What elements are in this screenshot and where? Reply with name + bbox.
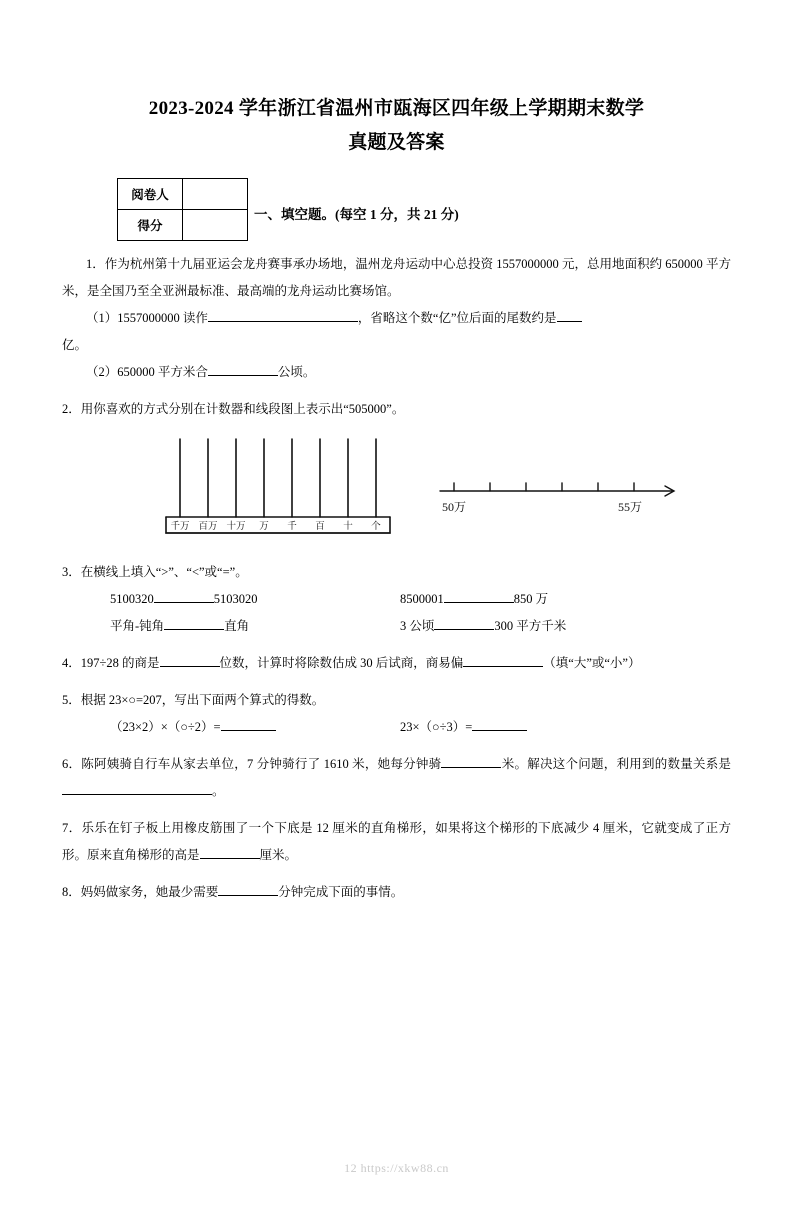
question-1-sub1-cont: 亿。 [62,338,88,352]
answer-blank[interactable] [154,589,214,603]
q6-part-c: 。 [212,784,225,798]
answer-blank[interactable] [62,781,212,795]
q3-item-2-right: 850 万 [513,592,549,606]
question-7-text [62,815,731,869]
answer-blank[interactable] [472,717,527,731]
answer-blank[interactable] [463,653,543,667]
q3-item-1 [110,586,400,613]
q1-sub2-part-a: （2）650000 平方米合 [86,365,208,379]
q1-sub1-part-a: （1）1557000000 读作 [86,311,208,325]
page-title-line1: 2023-2024 学年浙江省温州市瓯海区四年级上学期期末数学 [148,98,645,119]
question-2-figures [62,429,731,549]
q3-item-1-left: 5100320 [110,592,154,606]
answer-blank[interactable] [441,754,501,768]
question-1-sub2 [86,359,731,386]
q6-part-a: 6．陈阿姨骑自行车从家去单位，7 分钟骑行了 1610 米，她每分钟骑 [62,757,442,771]
q3-item-4-left: 3 公顷 [400,619,435,633]
q3-item-2-left: 8500001 [400,592,444,606]
answer-blank[interactable] [200,845,260,859]
q4-part-c: （填“大”或“小”） [543,656,641,670]
numberline-label-right: 55万 [618,500,643,514]
answer-blank[interactable] [218,882,278,896]
q5-expr-1-text: （23×2）×（○÷2）= [110,720,221,734]
document-page [0,92,793,1214]
q8-part-a: 8．妈妈做家务，她最少需要 [62,885,219,899]
page-watermark: 12 https://xkw88.cn [344,1161,449,1175]
q3-item-3-right: 直角 [224,619,250,633]
question-3-row-2 [62,613,731,640]
svg-text:十: 十 [343,522,353,532]
question-6-text [62,751,731,805]
svg-text:万: 万 [259,522,269,532]
q3-item-1-right: 5103020 [213,592,258,606]
question-4-text [62,650,731,677]
svg-text:个: 个 [371,522,381,532]
q3-item-4 [400,613,731,640]
question-2-text: 2．用你喜欢的方式分别在计数器和线段图上表示出“505000”。 [62,402,405,416]
score-value[interactable] [183,210,248,241]
answer-blank[interactable] [557,308,582,322]
q1-sub2-part-b: 公顷。 [277,365,316,379]
svg-text:千万: 千万 [170,522,190,532]
q3-item-2 [400,586,731,613]
answer-blank[interactable] [164,616,224,630]
reviewer-label: 阅卷人 [118,179,183,210]
q5-expr-2 [400,714,731,741]
q3-item-4-right: 300 平方千米 [494,619,567,633]
svg-text:百: 百 [315,522,325,532]
answer-blank[interactable] [208,308,358,322]
svg-text:十万: 十万 [226,522,246,532]
numberline-label-left: 50万 [442,500,467,514]
question-3-row-1 [62,586,731,613]
q1-sub1-part-b: ，省略这个数“亿”位后面的尾数约是 [357,311,557,325]
q3-item-3 [110,613,400,640]
q5-expr-1 [110,714,400,741]
q7-part-a: 7．乐乐在钉子板上用橡皮筋围了一个下底是 12 厘米的直角梯形，如果将这个梯形的下底减少 4 厘米，它就变成了正方形。原来直角梯形的高是 [62,821,731,862]
svg-text:千: 千 [287,522,297,532]
q8-part-b: 分钟完成下面的事情。 [278,885,404,899]
q5-expr-2-text: 23×（○÷3）= [400,720,473,734]
q3-item-3-left: 平角-钝角 [110,619,165,633]
score-table [117,178,248,241]
svg-text:百万: 百万 [198,522,218,532]
page-title [62,92,731,160]
question-8-text [62,879,731,906]
question-1-sub1 [86,305,731,332]
question-5-text: 5．根据 23×○=207，写出下面两个算式的得数。 [62,693,325,707]
question-3-text: 3．在横线上填入“>”、“<”或“=”。 [62,565,248,579]
q4-part-a: 4．197÷28 的商是 [62,656,160,670]
question-1-text: 1．作为杭州第十九届亚运会龙舟赛事承办场地，温州龙舟运动中心总投资 1557000000 元，总用地面积约 650000 平方米，是全国乃至全亚洲最标准、最高端的龙舟运动比赛场馆。 [62,257,731,298]
answer-blank[interactable] [160,653,220,667]
q6-part-b: 米。解决这个问题，利用到的数量关系是 [501,757,731,771]
score-section [62,178,731,241]
section-heading: 一、填空题。(每空 1 分，共 21 分) [254,206,459,222]
table-row [118,210,248,241]
score-label: 得分 [118,210,183,241]
q4-part-b: 位数，计算时将除数估成 30 后试商，商易偏 [219,656,464,670]
reviewer-value[interactable] [183,179,248,210]
question-5-expressions [62,714,731,741]
page-title-line2: 真题及答案 [348,132,445,153]
q7-part-b: 厘米。 [259,848,298,862]
answer-blank[interactable] [434,616,494,630]
answer-blank[interactable] [208,362,278,376]
abacus-and-numberline-figure [62,429,732,549]
answer-blank[interactable] [221,717,276,731]
answer-blank[interactable] [444,589,514,603]
table-row [118,179,248,210]
